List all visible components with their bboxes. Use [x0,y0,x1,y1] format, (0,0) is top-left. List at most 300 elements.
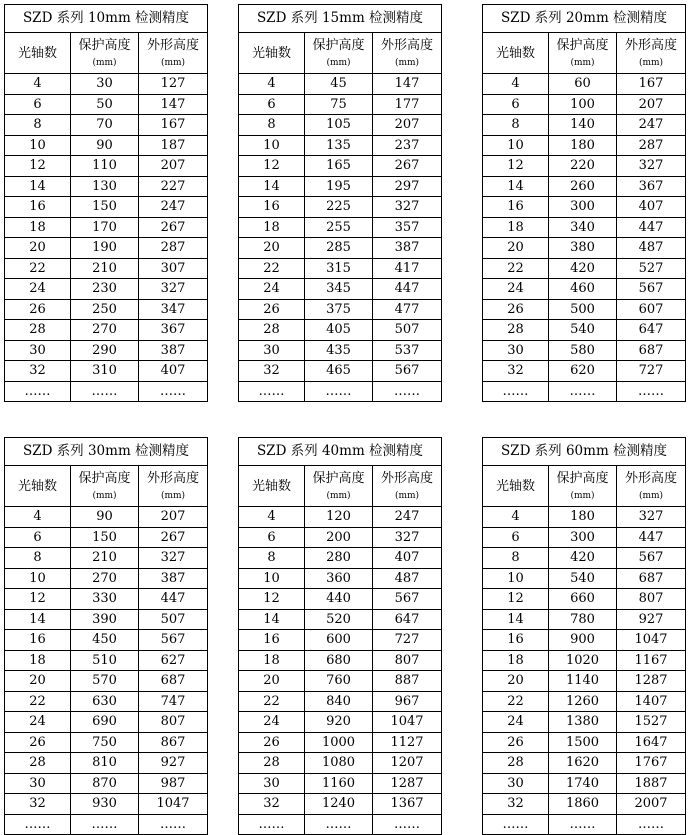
cell-protection-height: 230 [71,279,139,300]
cell-outer-height: 1647 [617,732,686,753]
header-unit: (mm) [326,57,351,68]
cell-axis-count: 20 [239,238,305,259]
cell-axis-count: 26 [5,299,71,320]
cell-axis-count: 22 [483,691,549,712]
cell-protection-height: 180 [549,135,617,156]
header-label: 保护高度 [312,37,365,53]
cell-axis-count: 4 [5,74,71,95]
table-row [239,340,442,361]
cell-axis-count: 22 [239,258,305,279]
table-row [483,753,686,774]
table-row [5,217,208,238]
table-row [5,527,208,548]
cell-protection-height: 220 [549,156,617,177]
cell-axis-count: 12 [5,589,71,610]
cell-axis-count: 32 [5,794,71,815]
cell-protection-height: …… [305,814,373,835]
cell-protection-height: 540 [549,568,617,589]
cell-outer-height: 927 [617,609,686,630]
cell-axis-count: 16 [483,630,549,651]
cell-outer-height: 447 [139,589,208,610]
table-row [5,814,208,835]
header-label: 保护高度 [78,470,131,486]
header-label: 保护高度 [78,37,131,53]
table-row [239,381,442,402]
table-row [483,135,686,156]
cell-outer-height: 1287 [373,773,442,794]
table-row [5,609,208,630]
cell-protection-height: 290 [71,340,139,361]
precision-table [482,4,686,402]
cell-outer-height: 207 [139,156,208,177]
cell-outer-height: 647 [373,609,442,630]
cell-outer-height: 327 [617,156,686,177]
table-row [239,74,442,95]
cell-outer-height: 387 [139,340,208,361]
table-row [239,361,442,382]
cell-protection-height: 405 [305,320,373,341]
cell-protection-height: 620 [549,361,617,382]
table-row [483,197,686,218]
cell-axis-count: 22 [5,691,71,712]
cell-axis-count: 20 [5,671,71,692]
cell-axis-count: …… [5,381,71,402]
table-row [5,258,208,279]
table-row [239,691,442,712]
cell-protection-height: 190 [71,238,139,259]
cell-axis-count: 10 [5,568,71,589]
cell-outer-height: 407 [617,197,686,218]
table-row [239,217,442,238]
table-row [239,197,442,218]
cell-protection-height: 135 [305,135,373,156]
header-outer-height [373,33,442,74]
cell-outer-height: 1047 [373,712,442,733]
cell-protection-height: 300 [549,527,617,548]
table-row [483,609,686,630]
cell-protection-height: 570 [71,671,139,692]
header-outer-height [617,33,686,74]
table-row [239,671,442,692]
table-title: SZD 系列 10mm 检测精度 [5,5,208,33]
cell-axis-count: …… [239,814,305,835]
cell-axis-count: 30 [239,340,305,361]
precision-table [482,437,686,835]
table-row [239,176,442,197]
cell-outer-height: 267 [139,217,208,238]
table-row [5,691,208,712]
cell-axis-count: 16 [5,630,71,651]
cell-protection-height: 345 [305,279,373,300]
cell-axis-count: 4 [239,74,305,95]
cell-protection-height: 520 [305,609,373,630]
header-axis-count: 光轴数 [239,33,305,74]
table-row [483,527,686,548]
cell-protection-height: 380 [549,238,617,259]
cell-outer-height: 147 [139,94,208,115]
cell-outer-height: 687 [617,340,686,361]
cell-protection-height: 510 [71,650,139,671]
cell-outer-height: 927 [139,753,208,774]
cell-protection-height: 680 [305,650,373,671]
cell-outer-height: 327 [617,507,686,528]
table-row [239,568,442,589]
table-row [239,507,442,528]
cell-axis-count: 8 [483,548,549,569]
header-axis-count: 光轴数 [483,33,549,74]
cell-protection-height: 270 [71,320,139,341]
cell-axis-count: 18 [5,217,71,238]
table-row [239,630,442,651]
cell-outer-height: …… [373,381,442,402]
cell-protection-height: 210 [71,258,139,279]
table-row [483,299,686,320]
cell-outer-height: 1207 [373,753,442,774]
cell-protection-height: 450 [71,630,139,651]
cell-outer-height: 327 [373,527,442,548]
cell-protection-height: 45 [305,74,373,95]
table-row [483,794,686,815]
header-unit: (mm) [394,57,420,68]
header-outer-height [139,33,208,74]
table-row [483,340,686,361]
table-row [483,115,686,136]
table-row [239,589,442,610]
table-row [483,381,686,402]
header-label: 保护高度 [556,470,609,486]
header-unit: (mm) [638,57,664,68]
table-row [239,732,442,753]
cell-protection-height: 75 [305,94,373,115]
cell-outer-height: 147 [373,74,442,95]
cell-outer-height: 407 [373,548,442,569]
cell-axis-count: 10 [239,135,305,156]
cell-outer-height: 747 [139,691,208,712]
cell-axis-count: 28 [483,320,549,341]
cell-axis-count: 28 [5,753,71,774]
cell-outer-height: 727 [373,630,442,651]
cell-outer-height: 1767 [617,753,686,774]
cell-outer-height: 607 [617,299,686,320]
header-outer-height [617,466,686,507]
cell-axis-count: 4 [239,507,305,528]
cell-axis-count: 4 [483,507,549,528]
cell-outer-height: 1047 [617,630,686,651]
header-label: 外形高度 [146,470,199,486]
precision-table [238,437,442,835]
cell-outer-height: 487 [617,238,686,259]
header-label: 外形高度 [380,470,433,486]
table-row [483,507,686,528]
cell-outer-height: 567 [373,361,442,382]
table-row [5,74,208,95]
cell-protection-height: 840 [305,691,373,712]
table-row [5,568,208,589]
table-row [483,361,686,382]
table-row [483,94,686,115]
table-row [239,814,442,835]
cell-outer-height: 387 [373,238,442,259]
cell-protection-height: 1080 [305,753,373,774]
cell-protection-height: 150 [71,197,139,218]
cell-outer-height: 1167 [617,650,686,671]
table-row [5,176,208,197]
header-protection-height [71,466,139,507]
cell-outer-height: 507 [373,320,442,341]
cell-axis-count: 30 [483,340,549,361]
table-row [483,156,686,177]
cell-outer-height: 447 [617,217,686,238]
cell-axis-count: 32 [239,361,305,382]
cell-outer-height: 807 [373,650,442,671]
cell-outer-height: 347 [139,299,208,320]
cell-axis-count: 28 [483,753,549,774]
header-protection-height [305,33,373,74]
cell-protection-height: 70 [71,115,139,136]
table-row [5,548,208,569]
cell-axis-count: 16 [483,197,549,218]
table-row [483,320,686,341]
header-unit: (mm) [638,490,664,501]
cell-outer-height: 227 [139,176,208,197]
cell-outer-height: 267 [139,527,208,548]
cell-axis-count: 6 [483,94,549,115]
cell-protection-height: 420 [549,548,617,569]
table-row [5,589,208,610]
cell-outer-height: 327 [373,197,442,218]
cell-protection-height: …… [549,814,617,835]
table-row [5,712,208,733]
cell-outer-height: 207 [617,94,686,115]
header-label: 外形高度 [380,37,433,53]
cell-protection-height: 110 [71,156,139,177]
cell-protection-height: 930 [71,794,139,815]
cell-axis-count: 18 [239,217,305,238]
header-label: 外形高度 [624,470,677,486]
table-row [483,217,686,238]
cell-protection-height: 150 [71,527,139,548]
cell-protection-height: 460 [549,279,617,300]
cell-outer-height: 507 [139,609,208,630]
cell-outer-height: 287 [617,135,686,156]
table-row [483,814,686,835]
precision-table [238,4,442,402]
table-title: SZD 系列 40mm 检测精度 [239,438,442,466]
cell-outer-height: 567 [617,279,686,300]
cell-protection-height: 1380 [549,712,617,733]
table-row [239,135,442,156]
cell-outer-height: 537 [373,340,442,361]
cell-outer-height: 1287 [617,671,686,692]
cell-outer-height: 627 [139,650,208,671]
cell-protection-height: 280 [305,548,373,569]
cell-protection-height: 750 [71,732,139,753]
cell-axis-count: 10 [483,135,549,156]
header-unit: (mm) [160,490,186,501]
cell-axis-count: 12 [239,156,305,177]
cell-axis-count: 22 [239,691,305,712]
cell-outer-height: …… [617,814,686,835]
table-row [5,671,208,692]
table-row [5,773,208,794]
table-row [5,630,208,651]
cell-protection-height: 90 [71,135,139,156]
cell-axis-count: 14 [5,176,71,197]
cell-axis-count: 6 [239,94,305,115]
cell-protection-height: 200 [305,527,373,548]
cell-protection-height: 170 [71,217,139,238]
header-label: 保护高度 [312,470,365,486]
cell-axis-count: 28 [239,320,305,341]
cell-outer-height: 807 [617,589,686,610]
table-row [5,361,208,382]
table-row [239,773,442,794]
cell-protection-height: 580 [549,340,617,361]
cell-protection-height: 1000 [305,732,373,753]
header-unit: (mm) [570,57,595,68]
cell-outer-height: …… [373,814,442,835]
cell-outer-height: 2007 [617,794,686,815]
cell-outer-height: 1367 [373,794,442,815]
table-row [239,527,442,548]
cell-protection-height: 440 [305,589,373,610]
cell-outer-height: 407 [139,361,208,382]
cell-outer-height: 387 [139,568,208,589]
cell-protection-height: 100 [549,94,617,115]
cell-protection-height: 195 [305,176,373,197]
table-row [5,135,208,156]
table-row [239,258,442,279]
cell-outer-height: …… [139,381,208,402]
cell-axis-count: …… [483,814,549,835]
cell-protection-height: 180 [549,507,617,528]
cell-outer-height: 1407 [617,691,686,712]
cell-axis-count: 8 [239,548,305,569]
table-row [239,299,442,320]
cell-axis-count: 12 [483,589,549,610]
cell-axis-count: 6 [5,94,71,115]
header-axis-count: 光轴数 [483,466,549,507]
cell-protection-height: 870 [71,773,139,794]
header-protection-height [549,466,617,507]
cell-protection-height: 1020 [549,650,617,671]
table-row [5,320,208,341]
cell-axis-count: 8 [5,115,71,136]
table-row [5,381,208,402]
cell-axis-count: 32 [483,794,549,815]
cell-outer-height: 567 [373,589,442,610]
cell-axis-count: 26 [483,299,549,320]
cell-protection-height: 105 [305,115,373,136]
cell-axis-count: 16 [5,197,71,218]
cell-protection-height: 760 [305,671,373,692]
cell-axis-count: 18 [239,650,305,671]
table-row [483,548,686,569]
cell-axis-count: 4 [5,507,71,528]
header-unit: (mm) [92,490,117,501]
cell-outer-height: 167 [139,115,208,136]
table-row [483,732,686,753]
table-row [5,156,208,177]
header-unit: (mm) [326,490,351,501]
cell-outer-height: 967 [373,691,442,712]
table-row [5,794,208,815]
cell-protection-height: 810 [71,753,139,774]
cell-protection-height: 1160 [305,773,373,794]
cell-outer-height: 327 [139,279,208,300]
cell-outer-height: 237 [373,135,442,156]
cell-protection-height: 540 [549,320,617,341]
cell-axis-count: 30 [5,340,71,361]
cell-axis-count: 22 [5,258,71,279]
cell-axis-count: 24 [239,279,305,300]
cell-outer-height: 477 [373,299,442,320]
cell-protection-height: 255 [305,217,373,238]
table-row [483,712,686,733]
cell-protection-height: …… [549,381,617,402]
table-row [483,568,686,589]
cell-outer-height: 687 [139,671,208,692]
cell-protection-height: 660 [549,589,617,610]
table-row [239,94,442,115]
cell-outer-height: 167 [617,74,686,95]
cell-outer-height: 367 [617,176,686,197]
cell-outer-height: 207 [373,115,442,136]
cell-protection-height: …… [305,381,373,402]
table-row [5,279,208,300]
cell-outer-height: 367 [139,320,208,341]
header-outer-height [373,466,442,507]
header-axis-count: 光轴数 [5,466,71,507]
table-row [239,279,442,300]
cell-protection-height: …… [71,814,139,835]
cell-protection-height: 340 [549,217,617,238]
table-title: SZD 系列 30mm 检测精度 [5,438,208,466]
cell-protection-height: 600 [305,630,373,651]
cell-axis-count: 22 [483,258,549,279]
cell-outer-height: 447 [617,527,686,548]
cell-axis-count: 18 [483,217,549,238]
table-row [483,238,686,259]
cell-axis-count: 26 [483,732,549,753]
cell-outer-height: 447 [373,279,442,300]
cell-protection-height: 780 [549,609,617,630]
table-row [239,609,442,630]
cell-axis-count: 20 [483,238,549,259]
cell-protection-height: 330 [71,589,139,610]
cell-outer-height: 887 [373,671,442,692]
cell-protection-height: 420 [549,258,617,279]
cell-protection-height: 225 [305,197,373,218]
cell-protection-height: 435 [305,340,373,361]
cell-axis-count: 32 [239,794,305,815]
cell-outer-height: 207 [139,507,208,528]
cell-protection-height: 315 [305,258,373,279]
cell-outer-height: 287 [139,238,208,259]
table-row [483,176,686,197]
cell-protection-height: 165 [305,156,373,177]
table-title: SZD 系列 20mm 检测精度 [483,5,686,33]
table-row [239,320,442,341]
cell-axis-count: 14 [239,176,305,197]
cell-protection-height: 250 [71,299,139,320]
cell-protection-height: 630 [71,691,139,712]
cell-outer-height: 727 [617,361,686,382]
cell-axis-count: 6 [5,527,71,548]
table-row [5,94,208,115]
cell-axis-count: 30 [5,773,71,794]
cell-axis-count: …… [5,814,71,835]
